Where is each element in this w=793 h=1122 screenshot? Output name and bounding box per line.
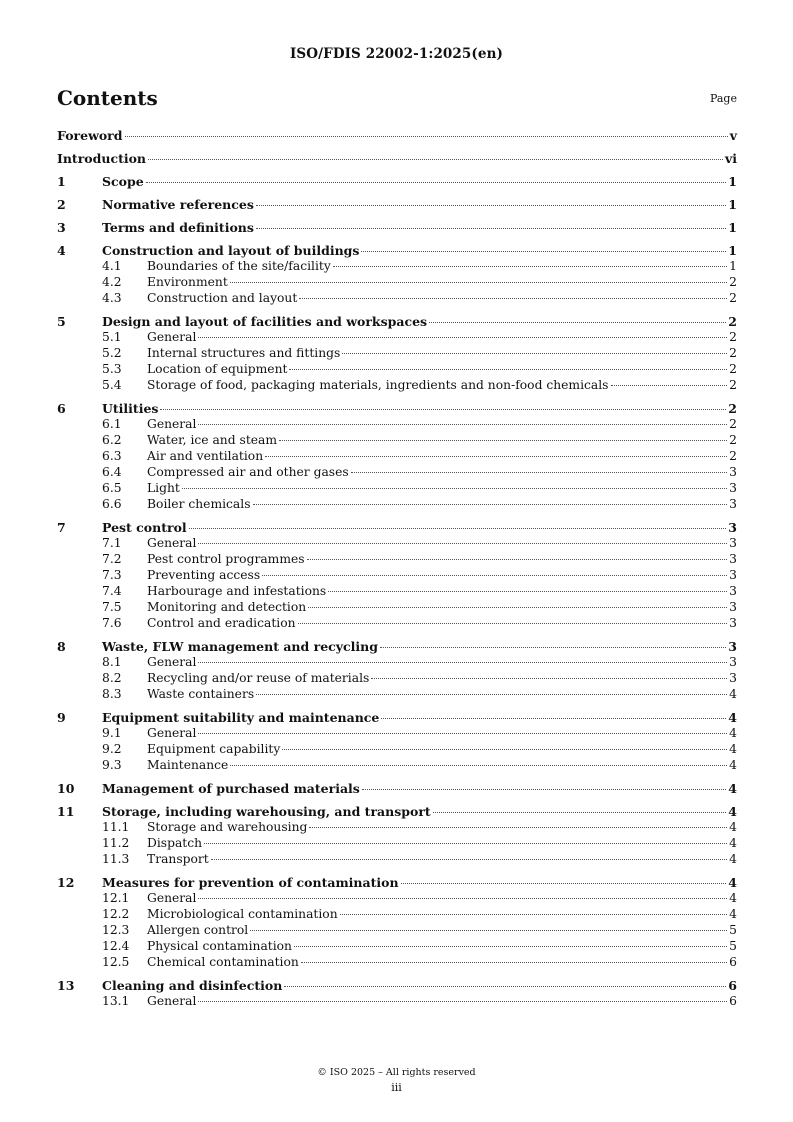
toc-subclause-entry[interactable] <box>57 481 737 497</box>
toc-subclause-entry[interactable] <box>57 552 737 568</box>
toc-entry-title: Design and layout of facilities and workspaces <box>102 314 428 329</box>
toc-front-matter-entry[interactable] <box>57 151 737 167</box>
toc-entry-title: Construction and layout <box>147 291 298 305</box>
dot-leader <box>333 265 727 267</box>
toc-entry-page: 2 <box>729 330 737 344</box>
toc-entry-title: Storage and warehousing <box>147 820 308 834</box>
dot-leader <box>284 985 726 987</box>
toc-entry-number: 6.4 <box>102 465 122 479</box>
dot-leader <box>371 677 727 679</box>
toc-subclause-entry[interactable] <box>57 742 737 758</box>
toc-clause-entry[interactable] <box>57 710 737 726</box>
toc-entry-page: 2 <box>729 449 737 463</box>
toc-entry-number: 12.1 <box>102 891 130 905</box>
dot-leader <box>198 661 727 663</box>
toc-entry-title: Harbourage and infestations <box>147 584 327 598</box>
toc-subclause-entry[interactable] <box>57 820 737 836</box>
toc-subclause-entry[interactable] <box>57 275 737 291</box>
toc-entry-page: 2 <box>729 346 737 360</box>
toc-entry-title: Boundaries of the site/facility <box>147 259 331 273</box>
toc-entry-page: 6 <box>728 978 737 993</box>
toc-entry-number: 6.6 <box>102 497 122 511</box>
contents-heading-row <box>57 86 737 112</box>
toc-entry-title: Measures for prevention of contamination <box>102 875 399 890</box>
toc-subclause-entry[interactable] <box>57 616 737 632</box>
toc-subclause-entry[interactable] <box>57 923 737 939</box>
dot-leader <box>381 717 726 719</box>
toc-entry-page: 2 <box>728 401 737 416</box>
dot-leader <box>256 227 726 229</box>
toc-entry-page: 3 <box>729 568 737 582</box>
toc-subclause-entry[interactable] <box>57 939 737 955</box>
toc-entry-number: 12 <box>57 875 75 890</box>
toc-clause-entry[interactable] <box>57 314 737 330</box>
dot-leader <box>148 158 723 160</box>
toc-entry-title: Pest control programmes <box>147 552 305 566</box>
copyright-notice: © ISO 2025 – All rights reserved <box>317 1067 476 1078</box>
toc-entry-page: 4 <box>728 710 737 725</box>
toc-entry-page: vi <box>724 151 737 166</box>
toc-entry-number: 9 <box>57 710 66 725</box>
dot-leader <box>294 945 727 947</box>
toc-entry-title: Allergen control <box>147 923 249 937</box>
toc-entry-title: Waste, FLW management and recycling <box>102 639 378 654</box>
toc-entry-title: Dispatch <box>147 836 203 850</box>
dot-leader <box>125 135 728 137</box>
toc-entry-page: 4 <box>728 781 737 796</box>
toc-subclause-entry[interactable] <box>57 259 737 275</box>
toc-entry-number: 8.3 <box>102 687 122 701</box>
toc-entry-page: 3 <box>729 497 737 511</box>
toc-entry-number: 5.4 <box>102 378 122 392</box>
toc-subclause-entry[interactable] <box>57 891 737 907</box>
toc-entry-number: 3 <box>57 220 66 235</box>
toc-entry-number: 8.1 <box>102 655 122 669</box>
toc-entry-number: 13 <box>57 978 75 993</box>
dot-leader <box>198 732 727 734</box>
toc-entry-page: 3 <box>729 600 737 614</box>
toc-entry-number: 12.4 <box>102 939 130 953</box>
toc-entry-number: 5.3 <box>102 362 122 376</box>
dot-leader <box>182 487 727 489</box>
toc-subclause-entry[interactable] <box>57 362 737 378</box>
toc-entry-title: Scope <box>102 174 144 189</box>
toc-entry-page: 4 <box>729 758 737 772</box>
toc-entry-title: General <box>147 891 197 905</box>
toc-entry-page: 2 <box>729 433 737 447</box>
toc-entry-number: 6.1 <box>102 417 122 431</box>
toc-entry-page: 1 <box>728 174 737 189</box>
toc-subclause-entry[interactable] <box>57 907 737 923</box>
toc-clause-entry[interactable] <box>57 781 737 797</box>
toc-entry-page: 2 <box>729 378 737 392</box>
toc-clause-entry[interactable] <box>57 401 737 417</box>
dot-leader <box>279 439 727 441</box>
toc-entry-number: 7.2 <box>102 552 122 566</box>
dot-leader <box>198 542 727 544</box>
toc-entry-number: 6.5 <box>102 481 122 495</box>
toc-front-matter-entry[interactable] <box>57 128 737 144</box>
toc-entry-page: 4 <box>729 836 737 850</box>
toc-entry-page: 5 <box>729 923 737 937</box>
toc-entry-title: Preventing access <box>147 568 261 582</box>
toc-entry-title: General <box>147 994 197 1008</box>
toc-clause-entry[interactable] <box>57 978 737 994</box>
toc-entry-number: 4.3 <box>102 291 122 305</box>
toc-subclause-entry[interactable] <box>57 994 737 1010</box>
toc-entry-page: 3 <box>729 536 737 550</box>
toc-entry-number: 12.2 <box>102 907 130 921</box>
dot-leader <box>282 748 727 750</box>
dot-leader <box>289 368 727 370</box>
toc-subclause-entry[interactable] <box>57 758 737 774</box>
toc-subclause-entry[interactable] <box>57 465 737 481</box>
toc-entry-title: Equipment suitability and maintenance <box>102 710 380 725</box>
toc-entry-title: Water, ice and steam <box>147 433 278 447</box>
toc-entry-title: Location of equipment <box>147 362 288 376</box>
toc-entry-title: Storage of food, packaging materials, ingredients and non-food chemicals <box>147 378 609 392</box>
toc-entry-title: General <box>147 726 197 740</box>
toc-entry-page: 4 <box>729 726 737 740</box>
dot-leader <box>198 336 727 338</box>
toc-entry-title: Chemical contamination <box>147 955 299 969</box>
toc-entry-page: 2 <box>729 275 737 289</box>
toc-entry-page: 3 <box>728 639 737 654</box>
dot-leader <box>342 352 727 354</box>
toc-subclause-entry[interactable] <box>57 330 737 346</box>
contents-title: Contents <box>57 86 158 110</box>
dot-leader <box>198 1000 727 1002</box>
dot-leader <box>309 826 727 828</box>
toc-entry-title: Compressed air and other gases <box>147 465 349 479</box>
toc-entry-number: 6.2 <box>102 433 122 447</box>
toc-entry-title: General <box>147 536 197 550</box>
toc-entry-number: 4.2 <box>102 275 122 289</box>
toc-entry-page: 4 <box>729 687 737 701</box>
toc-clause-entry[interactable] <box>57 875 737 891</box>
dot-leader <box>351 471 727 473</box>
toc-subclause-entry[interactable] <box>57 671 737 687</box>
toc-entry-number: 1 <box>57 174 66 189</box>
toc-entry-title: Management of purchased materials <box>102 781 360 796</box>
dot-leader <box>301 961 727 963</box>
toc-subclause-entry[interactable] <box>57 449 737 465</box>
toc-subclause-entry[interactable] <box>57 568 737 584</box>
page-number: iii <box>391 1081 402 1094</box>
toc-entry-number: 7.5 <box>102 600 122 614</box>
toc-entry-page: 3 <box>729 465 737 479</box>
dot-leader <box>362 788 726 790</box>
toc-entry-title: General <box>147 655 197 669</box>
toc-entry-page: 3 <box>729 616 737 630</box>
toc-entry-number: 9.1 <box>102 726 122 740</box>
toc-subclause-entry[interactable] <box>57 687 737 703</box>
dot-leader <box>611 384 728 386</box>
toc-entry-title: Storage, including warehousing, and transport <box>102 804 431 819</box>
toc-entry-title: Introduction <box>57 151 147 166</box>
toc-entry-page: 3 <box>729 584 737 598</box>
dot-leader <box>189 527 727 529</box>
toc-entry-title: Equipment capability <box>147 742 281 756</box>
toc-entry-title: Air and ventilation <box>147 449 264 463</box>
toc-entry-page: 3 <box>729 481 737 495</box>
dot-leader <box>380 646 726 648</box>
dot-leader <box>328 590 727 592</box>
toc-entry-title: General <box>147 330 197 344</box>
dot-leader <box>308 606 727 608</box>
toc-subclause-entry[interactable] <box>57 852 737 868</box>
toc-entry-title: Utilities <box>102 401 159 416</box>
toc-entry-title: Maintenance <box>147 758 229 772</box>
toc-entry-number: 6.3 <box>102 449 122 463</box>
toc-subclause-entry[interactable] <box>57 346 737 362</box>
toc-entry-page: v <box>729 128 737 143</box>
dot-leader <box>230 764 727 766</box>
toc-entry-number: 4 <box>57 243 66 258</box>
dot-leader <box>401 882 727 884</box>
toc-subclause-entry[interactable] <box>57 955 737 971</box>
toc-entry-page: 4 <box>729 852 737 866</box>
toc-entry-number: 5 <box>57 314 66 329</box>
toc-entry-page: 6 <box>729 955 737 969</box>
dot-leader <box>307 558 728 560</box>
toc-entry-number: 12.5 <box>102 955 130 969</box>
toc-entry-title: Terms and definitions <box>102 220 254 235</box>
toc-subclause-entry[interactable] <box>57 726 737 742</box>
toc-entry-number: 11.3 <box>102 852 130 866</box>
toc-entry-title: General <box>147 417 197 431</box>
toc-entry-title: Cleaning and disinfection <box>102 978 283 993</box>
dot-leader <box>433 811 727 813</box>
toc-entry-title: Boiler chemicals <box>147 497 251 511</box>
toc-entry-page: 1 <box>728 197 737 212</box>
dot-leader <box>230 281 727 283</box>
dot-leader <box>265 455 727 457</box>
toc-subclause-entry[interactable] <box>57 584 737 600</box>
toc-subclause-entry[interactable] <box>57 417 737 433</box>
page-column-label: Page <box>709 92 737 105</box>
dot-leader <box>198 897 727 899</box>
toc-entry-page: 3 <box>729 671 737 685</box>
table-of-contents <box>57 128 737 1010</box>
toc-entry-page: 6 <box>729 994 737 1008</box>
toc-entry-number: 12.3 <box>102 923 130 937</box>
toc-entry-title: Pest control <box>102 520 187 535</box>
toc-entry-page: 4 <box>728 875 737 890</box>
toc-clause-entry[interactable] <box>57 197 737 213</box>
toc-entry-page: 2 <box>728 314 737 329</box>
toc-entry-page: 4 <box>729 820 737 834</box>
toc-entry-page: 1 <box>728 220 737 235</box>
toc-entry-number: 7.4 <box>102 584 122 598</box>
toc-entry-page: 5 <box>729 939 737 953</box>
dot-leader <box>262 574 727 576</box>
toc-entry-page: 4 <box>729 907 737 921</box>
toc-entry-title: Internal structures and fittings <box>147 346 341 360</box>
dot-leader <box>253 503 728 505</box>
dot-leader <box>204 842 727 844</box>
dot-leader <box>361 250 726 252</box>
toc-entry-number: 9.3 <box>102 758 122 772</box>
toc-entry-page: 4 <box>728 804 737 819</box>
toc-clause-entry[interactable] <box>57 243 737 259</box>
toc-clause-entry[interactable] <box>57 804 737 820</box>
toc-subclause-entry[interactable] <box>57 497 737 513</box>
toc-entry-title: Environment <box>147 275 228 289</box>
toc-entry-number: 13.1 <box>102 994 130 1008</box>
toc-entry-page: 3 <box>729 655 737 669</box>
toc-entry-title: Monitoring and detection <box>147 600 307 614</box>
toc-entry-title: Control and eradication <box>147 616 296 630</box>
toc-entry-number: 11.2 <box>102 836 130 850</box>
toc-clause-entry[interactable] <box>57 220 737 236</box>
dot-leader <box>250 929 727 931</box>
dot-leader <box>340 913 728 915</box>
toc-entry-number: 9.2 <box>102 742 122 756</box>
toc-entry-title: Light <box>147 481 180 495</box>
page-footer <box>0 1067 793 1094</box>
toc-entry-number: 11 <box>57 804 75 819</box>
toc-entry-title: Microbiological contamination <box>147 907 338 921</box>
toc-subclause-entry[interactable] <box>57 655 737 671</box>
toc-entry-number: 2 <box>57 197 66 212</box>
toc-subclause-entry[interactable] <box>57 433 737 449</box>
toc-clause-entry[interactable] <box>57 520 737 536</box>
toc-entry-number: 5.1 <box>102 330 122 344</box>
toc-entry-page: 1 <box>728 243 737 258</box>
dot-leader <box>160 408 726 410</box>
toc-entry-number: 7.6 <box>102 616 122 630</box>
toc-entry-page: 4 <box>729 742 737 756</box>
toc-entry-title: Physical contamination <box>147 939 292 953</box>
toc-entry-page: 4 <box>729 891 737 905</box>
dot-leader <box>146 181 727 183</box>
toc-clause-entry[interactable] <box>57 639 737 655</box>
dot-leader <box>211 858 727 860</box>
toc-entry-number: 7 <box>57 520 66 535</box>
toc-entry-page: 3 <box>729 552 737 566</box>
dot-leader <box>198 423 727 425</box>
toc-subclause-entry[interactable] <box>57 600 737 616</box>
document-header: ISO/FDIS 22002-1:2025(en) <box>289 46 503 62</box>
toc-entry-number: 8.2 <box>102 671 122 685</box>
toc-subclause-entry[interactable] <box>57 836 737 852</box>
toc-clause-entry[interactable] <box>57 174 737 190</box>
toc-subclause-entry[interactable] <box>57 291 737 307</box>
toc-entry-title: Foreword <box>57 128 123 143</box>
dot-leader <box>429 321 726 323</box>
toc-entry-page: 2 <box>729 362 737 376</box>
dot-leader <box>256 204 726 206</box>
toc-entry-title: Construction and layout of buildings <box>102 243 360 258</box>
toc-entry-page: 2 <box>729 417 737 431</box>
toc-entry-number: 8 <box>57 639 66 654</box>
toc-entry-number: 10 <box>57 781 75 796</box>
toc-entry-number: 6 <box>57 401 66 416</box>
toc-entry-number: 4.1 <box>102 259 122 273</box>
toc-entry-number: 7.1 <box>102 536 122 550</box>
toc-entry-number: 11.1 <box>102 820 130 834</box>
toc-entry-page: 2 <box>729 291 737 305</box>
toc-subclause-entry[interactable] <box>57 536 737 552</box>
toc-subclause-entry[interactable] <box>57 378 737 394</box>
toc-entry-number: 5.2 <box>102 346 122 360</box>
toc-entry-title: Recycling and/or reuse of materials <box>147 671 370 685</box>
toc-entry-page: 3 <box>728 520 737 535</box>
toc-entry-page: 1 <box>729 259 737 273</box>
toc-entry-number: 7.3 <box>102 568 122 582</box>
toc-entry-title: Waste containers <box>147 687 255 701</box>
dot-leader <box>298 622 728 624</box>
toc-entry-title: Normative references <box>102 197 254 212</box>
dot-leader <box>299 297 727 299</box>
toc-entry-title: Transport <box>147 852 209 866</box>
dot-leader <box>256 693 727 695</box>
